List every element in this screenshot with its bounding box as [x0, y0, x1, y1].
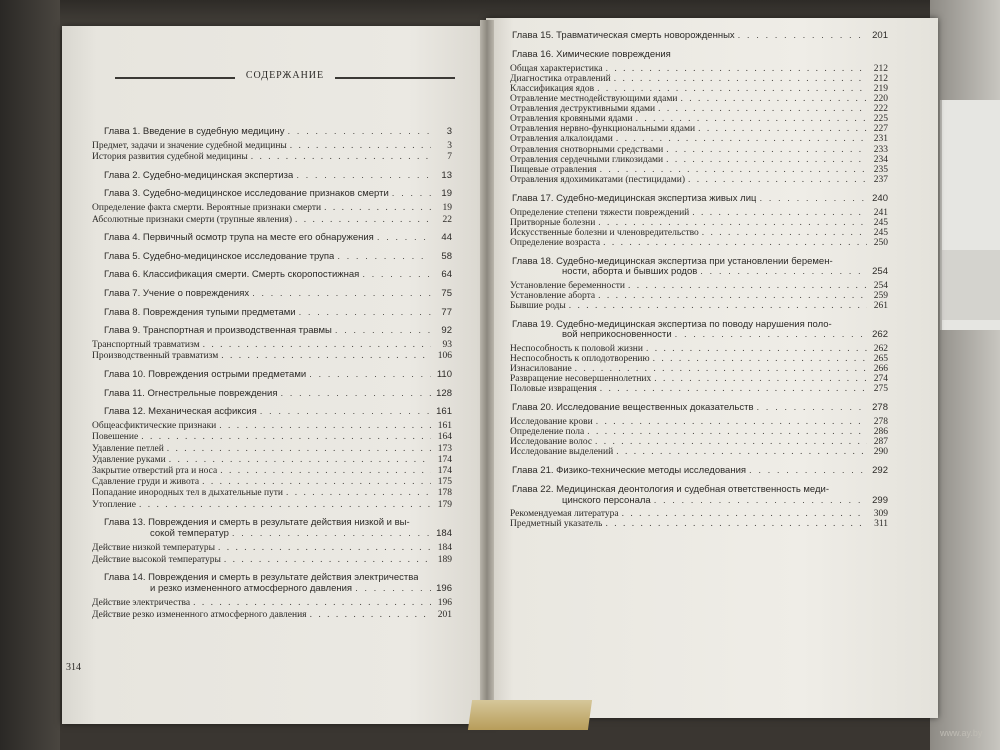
- header-rule-right: [335, 77, 455, 79]
- toc-label: Отравления снотворными средствами: [510, 144, 664, 155]
- toc-label: Производственный травматизм: [92, 351, 219, 362]
- toc-leader: [600, 383, 867, 395]
- toc-section: [510, 174, 888, 186]
- toc-leader: [309, 369, 431, 381]
- toc-page-number: 227: [873, 124, 888, 135]
- toc-chapter-cont: [150, 528, 452, 540]
- toc-leader: [280, 388, 431, 400]
- toc-page-number: 219: [873, 83, 888, 94]
- toc-leader: [169, 454, 431, 466]
- toc-page-number: 292: [872, 465, 888, 477]
- toc-leader: [675, 329, 867, 341]
- toc-chapter: [104, 269, 452, 281]
- toc-label: Рекомендуемая литература: [510, 509, 619, 519]
- toc-section: [92, 214, 452, 226]
- toc-page-number: 265: [873, 353, 888, 364]
- toc-label: и резко измененного атмосферного давления: [150, 583, 353, 595]
- toc-chapter: [104, 369, 452, 381]
- toc-label: Исследование крови: [510, 416, 593, 427]
- toc-page-number: 189: [437, 554, 452, 565]
- toc-leader: [221, 350, 431, 362]
- toc-page-number: 222: [873, 104, 888, 115]
- toc-leader: [260, 406, 431, 418]
- toc-leader: [288, 126, 431, 138]
- toc-leader: [355, 583, 431, 595]
- toc-label: Удавление руками: [92, 454, 166, 465]
- toc-page-number: 75: [441, 288, 452, 299]
- toc-leader: [224, 554, 431, 566]
- page-edge: [468, 700, 592, 730]
- toc-label: Утопление: [92, 499, 136, 510]
- toc-label: Глава 18. Судебно-медицинская экспертиза при установлении беремен-: [512, 256, 833, 267]
- toc-leader: [362, 269, 431, 281]
- toc-label: Отравления кровяными ядами: [510, 114, 633, 125]
- toc-leader: [286, 487, 431, 499]
- toc-chapter-cont: [562, 329, 888, 341]
- background-left: [0, 0, 60, 750]
- toc-chapter: [104, 325, 452, 337]
- toc-leader: [296, 170, 431, 182]
- toc-label: Определение факта смерти. Вероятные признаки смерти: [92, 203, 322, 214]
- toc-page-number: 235: [873, 164, 888, 175]
- toc-page-number: 184: [436, 528, 452, 540]
- toc-page-number: 254: [873, 280, 888, 291]
- toc-leader: [290, 140, 431, 152]
- toc-label: Установление аборта: [510, 290, 596, 301]
- toc-label: История развития судебной медицины: [92, 152, 248, 163]
- toc-section: [510, 518, 888, 530]
- toc-page-number: 110: [436, 369, 452, 380]
- toc-leader: [220, 465, 431, 477]
- toc-section: [92, 140, 452, 152]
- toc-page-number: 286: [873, 426, 888, 437]
- toc-label: Отравления сердечными гликозидами: [510, 154, 664, 165]
- toc-leader: [232, 528, 431, 540]
- toc-label: Глава 9. Транспортная и производственная травмы: [104, 325, 332, 337]
- toc-leader: [310, 609, 431, 621]
- toc-leader: [738, 30, 867, 42]
- toc-label: Глава 17. Судебно-медицинская экспертиза живых лиц: [512, 193, 757, 204]
- toc-label: Изнасилование: [510, 363, 572, 374]
- toc-chapter-cont: [562, 266, 888, 278]
- toc-page-number: 245: [873, 227, 888, 238]
- toc-section: [92, 431, 452, 443]
- toc-section: [510, 237, 888, 249]
- toc-chapter: [104, 572, 452, 584]
- window-frame-lower: [942, 250, 1000, 320]
- toc-chapter-cont: [150, 583, 452, 595]
- toc-chapter: [104, 126, 452, 138]
- toc-label: Сдавление груди и живота: [92, 477, 200, 488]
- toc-label: цинского персонала: [562, 494, 651, 506]
- toc-page-number: 161: [437, 421, 452, 432]
- toc-label: Глава 5. Судебно-медицинское исследование трупа: [104, 250, 335, 262]
- toc-page-number: 173: [437, 443, 452, 454]
- toc-page-number: 234: [873, 154, 888, 165]
- toc-page-number: 241: [873, 207, 888, 218]
- toc-label: Общеасфиктические признаки: [92, 421, 217, 432]
- toc-label: Глава 12. Механическая асфиксия: [104, 406, 257, 418]
- toc-label: Глава 22. Медицинская деонтология и судебная ответственность меди-: [512, 484, 830, 496]
- toc-label: Удавление петлей: [92, 443, 164, 454]
- toc-leader: [757, 402, 867, 414]
- toc-label: Глава 15. Травматическая смерть новорожденных: [512, 30, 735, 41]
- toc-leader: [203, 339, 431, 351]
- toc-label: Отравления деструктивными ядами: [510, 104, 656, 115]
- toc-page-number: 254: [872, 266, 888, 278]
- toc-label: Отравления ядохимикатами (пестицидами): [510, 174, 685, 185]
- toc-leader: [377, 232, 431, 244]
- toc-page-number: 92: [441, 325, 452, 337]
- toc-page-number: 259: [873, 290, 888, 301]
- toc-leader: [139, 499, 431, 511]
- toc-leader: [605, 518, 867, 530]
- toc-chapter: [512, 49, 888, 61]
- toc-section: [510, 383, 888, 395]
- toc-label: Глава 16. Химические повреждения: [512, 49, 671, 61]
- toc-page-number: 266: [873, 363, 888, 374]
- toc-chapter: [104, 388, 452, 400]
- toc-leader: [749, 465, 867, 477]
- toc-page-number: 128: [436, 387, 452, 399]
- toc-label: Глава 4. Первичный осмотр трупа на месте его обнаружения: [104, 232, 374, 244]
- toc-leader: [603, 237, 867, 249]
- toc-section: [92, 597, 452, 609]
- toc-page-number: 250: [873, 237, 888, 248]
- toc-label: Действие низкой температуры: [92, 543, 215, 554]
- contents-title: СОДЕРЖАНИЕ: [245, 70, 325, 81]
- toc-section: [92, 339, 452, 351]
- toc-label: Диагностика отравлений: [510, 73, 611, 84]
- toc-section: [92, 609, 452, 621]
- toc-leader: [324, 202, 431, 214]
- toc-page-number: 262: [872, 329, 888, 341]
- toc-label: Транспортный травматизм: [92, 340, 200, 351]
- toc-section: [510, 446, 888, 458]
- toc-page-number: 7: [447, 152, 452, 163]
- toc-label: Определение возраста: [510, 237, 601, 248]
- toc-section: [92, 151, 452, 163]
- toc-chapter: [104, 251, 452, 263]
- toc-leader: [167, 443, 431, 455]
- toc-page-number: 179: [437, 499, 452, 510]
- page-number-left: 314: [66, 662, 81, 673]
- toc-page-number: 212: [873, 63, 888, 74]
- toc-label: Глава 11. Огнестрельные повреждения: [104, 387, 278, 399]
- book-gutter: [480, 20, 494, 725]
- toc-page-number: 196: [436, 583, 452, 595]
- toc-leader: [299, 307, 431, 319]
- toc-page-number: 201: [437, 609, 452, 620]
- toc-label: Действие высокой температуры: [92, 554, 221, 565]
- toc-page-number: 274: [873, 373, 888, 384]
- toc-leader: [252, 288, 431, 300]
- toc-page-number: 225: [873, 114, 888, 125]
- toc-leader: [141, 431, 431, 443]
- toc-page-number: 106: [437, 351, 452, 362]
- toc-page-number: 174: [437, 466, 452, 476]
- toc-label: Неспособность к половой жизни: [510, 343, 643, 354]
- toc-label: Притворные болезни: [510, 217, 596, 228]
- toc-section: [92, 554, 452, 566]
- toc-page-number: 309: [873, 509, 888, 519]
- toc-label: Глава 7. Учение о повреждениях: [104, 288, 250, 299]
- toc-label: Глава 20. Исследование вещественных доказательств: [512, 402, 754, 414]
- toc-page-number: 3: [446, 126, 452, 137]
- toc-label: Отравления алкалоидами: [510, 134, 613, 145]
- toc-label: сокой температур: [150, 528, 229, 540]
- toc-leader: [700, 266, 867, 278]
- toc-label: Исследование выделений: [510, 447, 614, 457]
- toc-label: Повешение: [92, 432, 139, 443]
- toc-page-number: 161: [436, 406, 452, 418]
- toc-leader: [616, 446, 867, 458]
- toc-label: Глава 6. Классификация смерти. Смерть скоропостижная: [104, 269, 360, 281]
- toc-leader: [202, 476, 431, 488]
- toc-chapter: [104, 170, 452, 182]
- toc-page-number: 58: [441, 250, 452, 262]
- toc-page-number: 237: [873, 174, 888, 185]
- toc-label: Отравление местнодействующими ядами: [510, 94, 678, 104]
- toc-section: [92, 454, 452, 466]
- toc-page-number: 311: [874, 519, 888, 530]
- toc-page-number: 220: [873, 94, 888, 104]
- toc-label: Глава 14. Повреждения и смерть в результате действия электричества: [104, 572, 419, 584]
- toc-page-number: 164: [437, 432, 452, 443]
- toc-label: Глава 10. Повреждения острыми предметами: [104, 369, 307, 380]
- toc-label: вой неприкосновенности: [562, 329, 672, 341]
- toc-label: Глава 1. Введение в судебную медицину: [104, 126, 285, 137]
- toc-label: Развращение несовершеннолетних: [510, 373, 652, 384]
- contents-header: [115, 70, 455, 86]
- toc-label: Закрытие отверстий рта и носа: [92, 466, 218, 476]
- toc-chapter: [512, 193, 888, 205]
- toc-label: Исследование волос: [510, 436, 593, 447]
- toc-chapter-cont: [562, 495, 888, 507]
- toc-page-number: 212: [873, 73, 888, 84]
- toc-page-number: 19: [442, 203, 452, 214]
- toc-leader: [569, 300, 867, 312]
- toc-label: Глава 19. Судебно-медицинская экспертиза по поводу нарушения поло-: [512, 319, 832, 330]
- toc-label: Определение пола: [510, 426, 585, 437]
- toc-section: [92, 499, 452, 511]
- toc-section: [92, 420, 452, 432]
- toc-leader: [392, 188, 431, 200]
- toc-section: [92, 443, 452, 455]
- toc-label: Общая характеристика: [510, 63, 603, 74]
- toc-page-number: 178: [437, 488, 452, 499]
- toc-page-number: 287: [873, 436, 888, 447]
- toc-leader: [219, 420, 431, 432]
- toc-page-number: 245: [873, 217, 888, 228]
- toc-section: [92, 476, 452, 488]
- toc-page-number: 93: [442, 340, 452, 351]
- toc-leader: [759, 193, 867, 205]
- toc-section: [92, 465, 452, 477]
- toc-page-number: 240: [872, 193, 888, 204]
- toc-section: [92, 487, 452, 499]
- toc-page-number: 196: [437, 598, 452, 609]
- toc-page-number: 77: [441, 306, 452, 318]
- toc-page-number: 278: [872, 402, 888, 414]
- toc-label: Предметный указатель: [510, 519, 603, 530]
- toc-leader: [218, 542, 431, 554]
- toc-label: Действие резко измененного атмосферного давления: [92, 609, 307, 620]
- toc-page-number: 3: [447, 141, 452, 151]
- toc-leader: [251, 151, 431, 163]
- toc-section: [92, 202, 452, 214]
- toc-chapter: [104, 288, 452, 300]
- toc-label: Предмет, задачи и значение судебной медицины: [92, 141, 287, 151]
- toc-label: Бывшие роды: [510, 300, 566, 311]
- toc-leader: [193, 597, 431, 609]
- toc-label: Действие электричества: [92, 598, 191, 609]
- toc-label: Установление беременности: [510, 280, 625, 291]
- toc-chapter: [104, 188, 452, 200]
- toc-page-number: 290: [873, 447, 888, 457]
- toc-section: [92, 350, 452, 362]
- toc-chapter: [104, 517, 452, 529]
- toc-chapter: [104, 232, 452, 244]
- toc-page-number: 278: [873, 416, 888, 427]
- toc-label: Классификация ядов: [510, 83, 595, 94]
- toc-page-number: 184: [437, 543, 452, 554]
- toc-page-number: 261: [873, 300, 888, 311]
- toc-page-number: 64: [441, 269, 452, 281]
- toc-section: [92, 542, 452, 554]
- toc-page-number: 201: [872, 30, 888, 41]
- toc-label: Абсолютные признаки смерти (трупные явления): [92, 214, 293, 225]
- toc-label: Отравления нервно-функциональными ядами: [510, 124, 696, 135]
- toc-label: Глава 21. Физико-технические методы исследования: [512, 465, 747, 477]
- toc-page-number: 233: [873, 144, 888, 155]
- toc-chapter: [512, 30, 888, 42]
- toc-label: Глава 3. Судебно-медицинское исследование признаков смерти: [104, 188, 389, 200]
- toc-leader: [295, 214, 431, 226]
- toc-page-number: 231: [873, 134, 888, 145]
- toc-label: Пищевые отравления: [510, 164, 597, 175]
- toc-page-number: 44: [441, 232, 452, 244]
- toc-page-number: 174: [437, 454, 452, 465]
- toc-label: Определение степени тяжести повреждений: [510, 207, 690, 218]
- toc-label: Искусственные болезни и членовредительство: [510, 227, 699, 238]
- toc-page-number: 22: [442, 214, 452, 225]
- toc-chapter: [512, 402, 888, 414]
- toc-page-number: 299: [872, 494, 888, 506]
- toc-chapter: [104, 307, 452, 319]
- toc-page-number: 175: [437, 477, 452, 488]
- toc-label: Половые извращения: [510, 384, 597, 394]
- toc-leader: [337, 251, 431, 263]
- toc-chapter: [104, 406, 452, 418]
- toc-page-number: 262: [873, 343, 888, 354]
- toc-label: Глава 8. Повреждения тупыми предметами: [104, 306, 296, 318]
- toc-page-number: 19: [441, 188, 452, 200]
- toc-label: ности, аборта и бывших родов: [562, 266, 698, 278]
- toc-label: Попадание инородных тел в дыхательные пути: [92, 488, 284, 499]
- toc-section: [510, 300, 888, 312]
- toc-leader: [688, 174, 867, 186]
- toc-leader: [335, 325, 431, 337]
- toc-label: Глава 2. Судебно-медицинская экспертиза: [104, 169, 294, 181]
- toc-page-number: 275: [873, 384, 888, 394]
- toc-page-number: 13: [441, 169, 452, 181]
- toc-label: Неспособность к оплодотворению: [510, 353, 650, 364]
- toc-chapter: [512, 465, 888, 477]
- toc-label: Глава 13. Повреждения и смерть в результате действия низкой и вы-: [104, 517, 410, 529]
- watermark: www.ay.by: [940, 728, 983, 738]
- toc-leader: [654, 495, 867, 507]
